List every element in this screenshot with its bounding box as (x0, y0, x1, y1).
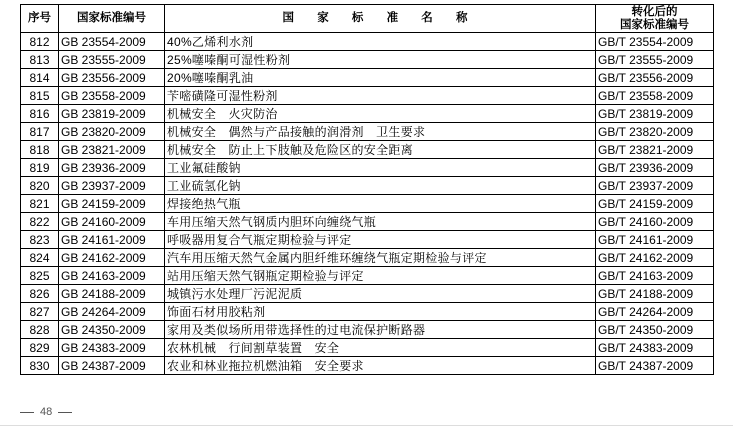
row-new-code: GB/T 23555-2009 (596, 51, 714, 69)
row-seq: 815 (21, 87, 59, 105)
row-standard-name: 20%噻嗪酮乳油 (165, 69, 596, 87)
header-standard-name (165, 5, 596, 33)
row-new-code: GB/T 23556-2009 (596, 69, 714, 87)
row-old-code: GB 23554-2009 (59, 33, 165, 51)
table-row (21, 267, 714, 285)
table-row (21, 177, 714, 195)
row-standard-name: 工业硫氢化钠 (165, 177, 596, 195)
row-seq: 822 (21, 213, 59, 231)
row-old-code: GB 23555-2009 (59, 51, 165, 69)
table-row (21, 303, 714, 321)
row-new-code: GB/T 24387-2009 (596, 357, 714, 375)
row-new-code: GB/T 24160-2009 (596, 213, 714, 231)
row-new-code: GB/T 24163-2009 (596, 267, 714, 285)
page-footer (14, 406, 78, 418)
row-seq: 817 (21, 123, 59, 141)
row-new-code: GB/T 23554-2009 (596, 33, 714, 51)
row-old-code: GB 23937-2009 (59, 177, 165, 195)
row-standard-name: 机械安全 火灾防治 (165, 105, 596, 123)
row-old-code: GB 23821-2009 (59, 141, 165, 159)
row-new-code: GB/T 24159-2009 (596, 195, 714, 213)
table-row (21, 141, 714, 159)
row-old-code: GB 24160-2009 (59, 213, 165, 231)
footer-dash-right (58, 412, 72, 413)
standards-table (20, 4, 714, 375)
row-old-code: GB 23556-2009 (59, 69, 165, 87)
row-seq: 823 (21, 231, 59, 249)
row-standard-name: 40%乙烯利水剂 (165, 33, 596, 51)
table-row (21, 249, 714, 267)
row-seq: 828 (21, 321, 59, 339)
table-header (21, 5, 714, 33)
table-row (21, 105, 714, 123)
row-old-code: GB 23558-2009 (59, 87, 165, 105)
row-old-code: GB 23820-2009 (59, 123, 165, 141)
row-seq: 813 (21, 51, 59, 69)
row-standard-name: 农林机械 行间割草装置 安全 (165, 339, 596, 357)
row-new-code: GB/T 23937-2009 (596, 177, 714, 195)
table-row (21, 357, 714, 375)
row-new-code: GB/T 24162-2009 (596, 249, 714, 267)
header-seq: 序号 (21, 5, 59, 33)
row-seq: 824 (21, 249, 59, 267)
row-new-code: GB/T 24188-2009 (596, 285, 714, 303)
row-standard-name: 车用压缩天然气钢质内胆环向缠绕气瓶 (165, 213, 596, 231)
row-new-code: GB/T 24161-2009 (596, 231, 714, 249)
table-row (21, 69, 714, 87)
row-seq: 820 (21, 177, 59, 195)
row-seq: 818 (21, 141, 59, 159)
row-seq: 829 (21, 339, 59, 357)
row-new-code: GB/T 23558-2009 (596, 87, 714, 105)
row-old-code: GB 24383-2009 (59, 339, 165, 357)
row-standard-name: 焊接绝热气瓶 (165, 195, 596, 213)
row-old-code: GB 24188-2009 (59, 285, 165, 303)
row-old-code: GB 24264-2009 (59, 303, 165, 321)
row-standard-name: 呼吸器用复合气瓶定期检验与评定 (165, 231, 596, 249)
row-seq: 819 (21, 159, 59, 177)
table-row (21, 285, 714, 303)
row-new-code: GB/T 24264-2009 (596, 303, 714, 321)
page-number: 48 (40, 406, 53, 418)
row-seq: 812 (21, 33, 59, 51)
row-standard-name: 站用压缩天然气钢瓶定期检验与评定 (165, 267, 596, 285)
row-old-code: GB 24350-2009 (59, 321, 165, 339)
row-old-code: GB 24387-2009 (59, 357, 165, 375)
row-standard-name: 家用及类似场所用带选择性的过电流保护断路器 (165, 321, 596, 339)
row-seq: 816 (21, 105, 59, 123)
row-standard-name: 城镇污水处理厂污泥泥质 (165, 285, 596, 303)
row-old-code: GB 24161-2009 (59, 231, 165, 249)
table-row (21, 123, 714, 141)
row-new-code: GB/T 23821-2009 (596, 141, 714, 159)
header-row (21, 5, 714, 33)
row-seq: 830 (21, 357, 59, 375)
row-new-code: GB/T 23819-2009 (596, 105, 714, 123)
header-new-code-line2: 国家标准编号 (620, 18, 689, 31)
row-standard-name: 汽车用压缩天然气金属内胆纤维环缠绕气瓶定期检验与评定 (165, 249, 596, 267)
table-body (21, 33, 714, 375)
table-row (21, 231, 714, 249)
row-seq: 821 (21, 195, 59, 213)
header-standard-name-text: 国 家 标 准 名 称 (282, 12, 478, 24)
table-row (21, 87, 714, 105)
row-old-code: GB 24159-2009 (59, 195, 165, 213)
row-standard-name: 工业氟硅酸钠 (165, 159, 596, 177)
table-row (21, 339, 714, 357)
page-bottom-edge (0, 425, 733, 426)
header-new-code-line1: 转化后的 (631, 5, 678, 18)
row-standard-name: 饰面石材用胶粘剂 (165, 303, 596, 321)
row-seq: 827 (21, 303, 59, 321)
footer-dash-left (20, 412, 34, 413)
row-new-code: GB/T 23820-2009 (596, 123, 714, 141)
header-new-code (596, 5, 714, 33)
row-standard-name: 25%噻嗪酮可湿性粉剂 (165, 51, 596, 69)
row-new-code: GB/T 24350-2009 (596, 321, 714, 339)
header-old-code: 国家标准编号 (59, 5, 165, 33)
row-standard-name: 农业和林业拖拉机燃油箱 安全要求 (165, 357, 596, 375)
row-old-code: GB 24162-2009 (59, 249, 165, 267)
table-row (21, 33, 714, 51)
row-new-code: GB/T 24383-2009 (596, 339, 714, 357)
row-old-code: GB 24163-2009 (59, 267, 165, 285)
row-seq: 814 (21, 69, 59, 87)
row-seq: 826 (21, 285, 59, 303)
table-row (21, 159, 714, 177)
row-standard-name: 机械安全 防止上下肢触及危险区的安全距离 (165, 141, 596, 159)
table-row (21, 321, 714, 339)
row-new-code: GB/T 23936-2009 (596, 159, 714, 177)
row-old-code: GB 23819-2009 (59, 105, 165, 123)
row-old-code: GB 23936-2009 (59, 159, 165, 177)
table-row (21, 51, 714, 69)
table-row (21, 213, 714, 231)
row-standard-name: 机械安全 偶然与产品接触的润滑剂 卫生要求 (165, 123, 596, 141)
row-standard-name: 苄嘧磺隆可湿性粉剂 (165, 87, 596, 105)
row-seq: 825 (21, 267, 59, 285)
table-row (21, 195, 714, 213)
